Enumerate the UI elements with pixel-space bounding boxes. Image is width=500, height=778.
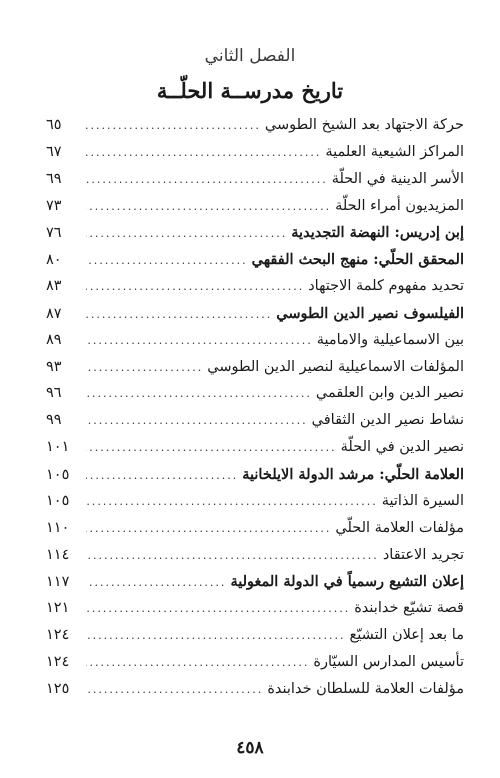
toc-entry-title: تحديد مفهوم كلمة الاجتهاد: [308, 278, 464, 295]
toc-entry-title: تأسيس المدارس السيّارة: [313, 653, 464, 670]
toc-leader-dots: [86, 495, 378, 508]
toc-entry-title: السيرة الذاتية: [381, 492, 464, 509]
toc-leader-dots: [86, 656, 309, 669]
toc-entry-page: ١٠٥: [46, 492, 70, 509]
toc-entry: [46, 681, 464, 708]
toc-entry-page: ٩٣: [46, 358, 62, 375]
toc-entry-title: إعلان التشيع رسمياً في الدولة المغولية: [230, 573, 464, 591]
table-of-contents: [46, 117, 464, 708]
toc-entry-title: المؤلفات الاسماعيلية لنصير الدين الطوسي: [207, 358, 464, 375]
toc-entry-title: مؤلفات العلامة للسلطان خدابندة: [267, 680, 464, 697]
toc-leader-dots: [86, 469, 238, 482]
toc-entry: [46, 144, 464, 171]
toc-leader-dots: [86, 254, 248, 267]
toc-entry-title: المزيديون أمراء الحلّة: [335, 197, 464, 214]
toc-entry: [46, 117, 464, 144]
toc-entry-page: ٨٣: [46, 278, 62, 295]
toc-entry: [46, 278, 464, 305]
toc-entry: [46, 547, 464, 574]
toc-leader-dots: [86, 441, 337, 454]
toc-entry-page: ٨٧: [46, 305, 62, 322]
toc-entry-page: ١٠١: [46, 439, 70, 456]
toc-leader-dots: [86, 361, 203, 374]
toc-entry: [46, 224, 464, 251]
toc-leader-dots: [86, 119, 261, 132]
toc-leader-dots: [86, 146, 321, 159]
toc-entry-page: ١٠٥: [46, 466, 70, 483]
toc-entry-title: المحقق الحلّي: منهج البحث الفقهي: [251, 251, 464, 269]
toc-entry-title: نصير الدين في الحلّة: [340, 439, 464, 456]
toc-entry-page: ١٢٥: [46, 680, 70, 697]
toc-leader-dots: [86, 200, 331, 213]
toc-entry-title: قصة تشيّع خدابندة: [354, 600, 464, 617]
toc-entry-page: ٧٦: [46, 225, 62, 242]
toc-entry: [46, 573, 464, 600]
toc-leader-dots: [86, 683, 263, 696]
toc-entry-page: ١٢٤: [46, 627, 70, 644]
toc-entry: [46, 654, 464, 681]
toc-entry-page: ١١٤: [46, 546, 70, 563]
toc-leader-dots: [86, 308, 272, 321]
toc-leader-dots: [86, 334, 313, 347]
toc-leader-dots: [86, 576, 226, 589]
toc-leader-dots: [86, 173, 328, 186]
toc-entry: [46, 385, 464, 412]
toc-entry-title: نصير الدين وابن العلقمي: [315, 385, 464, 402]
toc-entry-title: بين الاسماعيلية والامامية: [316, 331, 464, 348]
toc-entry-page: ٨٠: [46, 252, 62, 269]
toc-entry-page: ٩٦: [46, 385, 62, 402]
toc-entry-page: ٨٩: [46, 331, 62, 348]
toc-leader-dots: [86, 629, 346, 642]
toc-entry-title: العلامة الحلّي: مرشد الدولة الايلخانية: [242, 465, 464, 483]
toc-entry-title: ما بعد إعلان التشيّع: [349, 627, 464, 644]
toc-entry: [46, 627, 464, 654]
toc-entry-title: مؤلفات العلامة الحلّي: [335, 519, 464, 536]
toc-entry: [46, 305, 464, 332]
toc-entry: [46, 493, 464, 520]
toc-leader-dots: [86, 414, 308, 427]
toc-entry: [46, 198, 464, 225]
page-title: تاريخ مدرســة الحلّــة: [156, 78, 344, 103]
toc-leader-dots: [86, 602, 350, 615]
toc-entry: [46, 520, 464, 547]
toc-entry: [46, 359, 464, 386]
toc-entry-title: الفيلسوف نصير الدين الطوسي: [276, 304, 464, 322]
toc-entry: [46, 466, 464, 493]
toc-entry-page: ٦٥: [46, 117, 62, 133]
toc-leader-dots: [86, 522, 331, 535]
toc-leader-dots: [86, 549, 379, 562]
toc-leader-dots: [86, 227, 287, 240]
toc-entry-page: ١١٧: [46, 574, 70, 591]
toc-entry-page: ٧٣: [46, 197, 62, 214]
toc-entry-title: الأسر الدينية في الحلّة: [331, 170, 464, 187]
toc-entry-title: نشاط نصير الدين الثقافي: [311, 412, 464, 429]
toc-entry: [46, 251, 464, 278]
toc-entry-page: ٦٩: [46, 170, 62, 187]
toc-entry: [46, 600, 464, 627]
toc-entry-title: المراكز الشيعية العلمية: [325, 143, 464, 160]
toc-entry: [46, 412, 464, 439]
toc-entry-page: ٩٩: [46, 412, 62, 429]
toc-entry: [46, 171, 464, 198]
toc-entry-page: ٦٧: [46, 143, 62, 160]
toc-entry-title: تجريد الاعتقاد: [382, 546, 464, 563]
toc-entry: [46, 332, 464, 359]
toc-entry-title: حركة الاجتهاد بعد الشيخ الطوسي: [264, 117, 464, 133]
toc-entry-page: ١٢٤: [46, 653, 70, 670]
toc-entry-title: إبن إدريس: النهضة التجديدية: [291, 224, 464, 242]
toc-entry: [46, 439, 464, 466]
toc-entry-page: ١١٠: [46, 519, 70, 536]
toc-leader-dots: [86, 387, 312, 400]
page-number: ٤٥٨: [236, 738, 264, 758]
chapter-heading: الفصل الثاني: [204, 46, 296, 66]
toc-entry-page: ١٢١: [46, 600, 70, 617]
toc-leader-dots: [86, 280, 304, 293]
